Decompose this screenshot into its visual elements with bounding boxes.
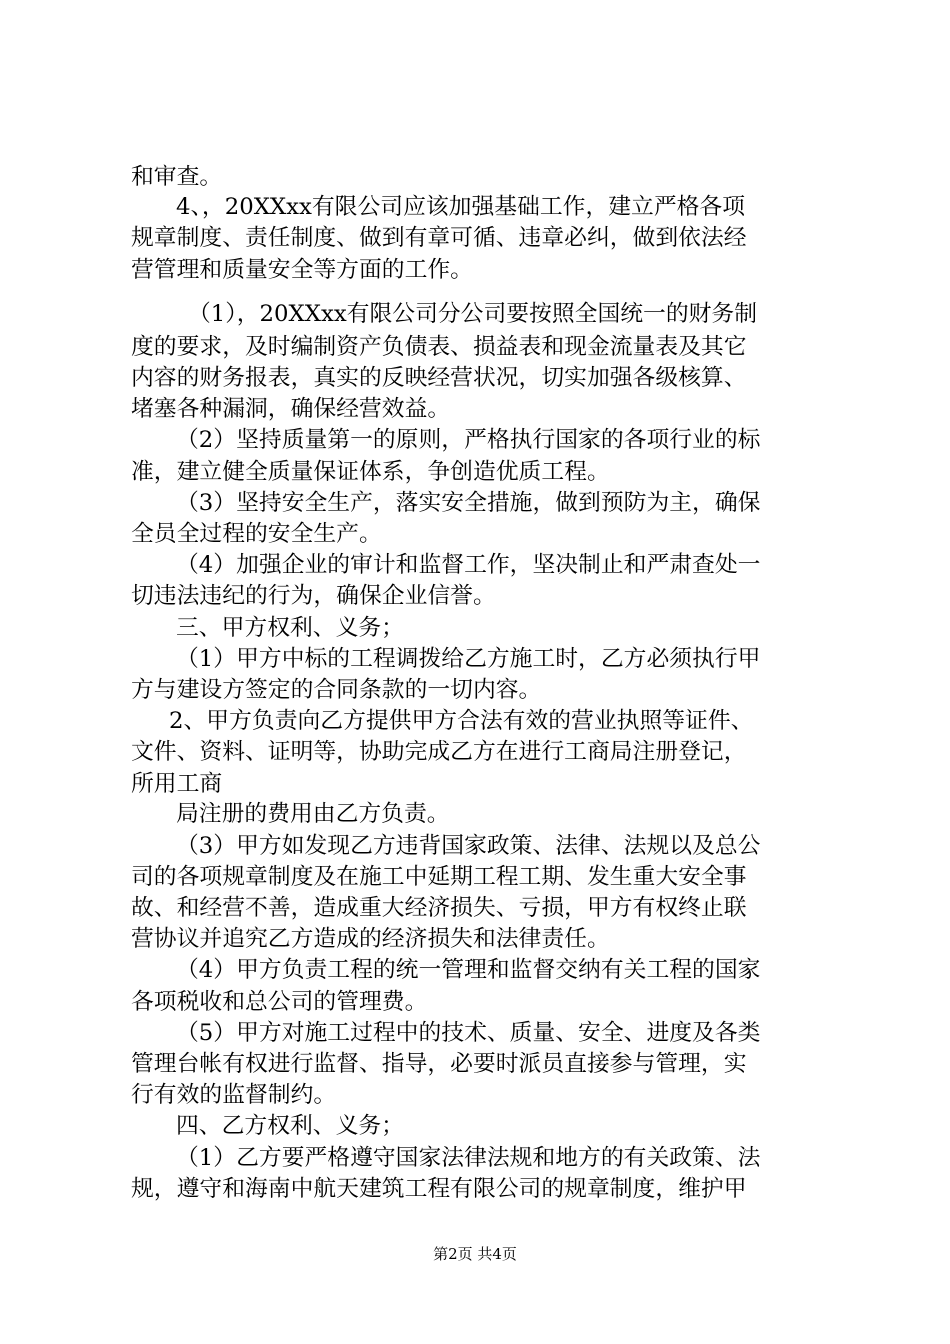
- text-line: 内容的财务报表，真实的反映经营状况，切实加强各级核算、: [131, 365, 747, 391]
- text-line: 营管理和质量安全等方面的工作。: [131, 257, 473, 283]
- text-line: 切违法违纪的行为，确保企业信誉。: [131, 583, 496, 609]
- text-line: 各项税收和总公司的管理费。: [131, 989, 428, 1015]
- text-line: （1）甲方中标的工程调拨给乙方施工时，乙方必须执行甲: [176, 646, 761, 672]
- text-line: 规章制度、责任制度、做到有章可循、违章必纠，做到依法经: [131, 225, 747, 251]
- text-line: 行有效的监督制约。: [131, 1082, 337, 1108]
- text-line: 营协议并追究乙方造成的经济损失和法律责任。: [131, 926, 610, 952]
- text-line: 管理台帐有权进行监督、指导，必要时派员直接参与管理，实: [131, 1051, 747, 1077]
- text-line: （4）加强企业的审计和监督工作，坚决制止和严肃查处一: [176, 552, 761, 578]
- text-line: （3）坚持安全生产，落实安全措施，做到预防为主，确保: [176, 490, 761, 516]
- text-line: 4、，20XXxx有限公司应该加强基础工作，建立严格各项: [176, 194, 746, 220]
- text-line: （1）乙方要严格遵守国家法律法规和地方的有关政策、法: [176, 1145, 761, 1171]
- text-line: （3）甲方如发现乙方违背国家政策、法律、法规以及总公: [176, 833, 761, 859]
- page-footer: 第2页 共4页: [433, 1245, 517, 1263]
- text-line: 准，建立健全质量保证体系，争创造优质工程。: [131, 459, 610, 485]
- text-line: （5）甲方对施工过程中的技术、质量、安全、进度及各类: [176, 1020, 761, 1046]
- text-line: 所用工商: [131, 771, 223, 797]
- text-line: 局注册的费用由乙方负责。: [176, 801, 450, 827]
- text-line: （4）甲方负责工程的统一管理和监督交纳有关工程的国家: [176, 957, 761, 983]
- text-line: 司的各项规章制度及在施工中延期工程工期、发生重大安全事: [131, 864, 747, 890]
- text-line: 文件、资料、证明等，协助完成乙方在进行工商局注册登记，: [131, 739, 747, 765]
- text-line: 方与建设方签定的合同条款的一切内容。: [131, 677, 542, 703]
- text-line: 规，遵守和海南中航天建筑工程有限公司的规章制度，维护甲: [131, 1176, 747, 1202]
- text-line: 堵塞各种漏洞，确保经营效益。: [131, 396, 451, 422]
- text-line: 三、甲方权利、义务；: [176, 615, 404, 641]
- text-line: 和审查。: [131, 164, 223, 190]
- text-line: （1），20XXxx有限公司分公司要按照全国统一的财务制: [188, 301, 758, 327]
- text-line: （2）坚持质量第一的原则，严格执行国家的各项行业的标: [176, 427, 761, 453]
- text-line: 四、乙方权利、义务；: [176, 1113, 404, 1139]
- text-line: 2、甲方负责向乙方提供甲方合法有效的营业执照等证件、: [169, 708, 754, 734]
- text-line: 故、和经营不善，造成重大经济损失、亏损，甲方有权终止联: [131, 895, 747, 921]
- text-line: 度的要求，及时编制资产负债表、损益表和现金流量表及其它: [131, 334, 747, 360]
- text-line: 全员全过程的安全生产。: [131, 521, 382, 547]
